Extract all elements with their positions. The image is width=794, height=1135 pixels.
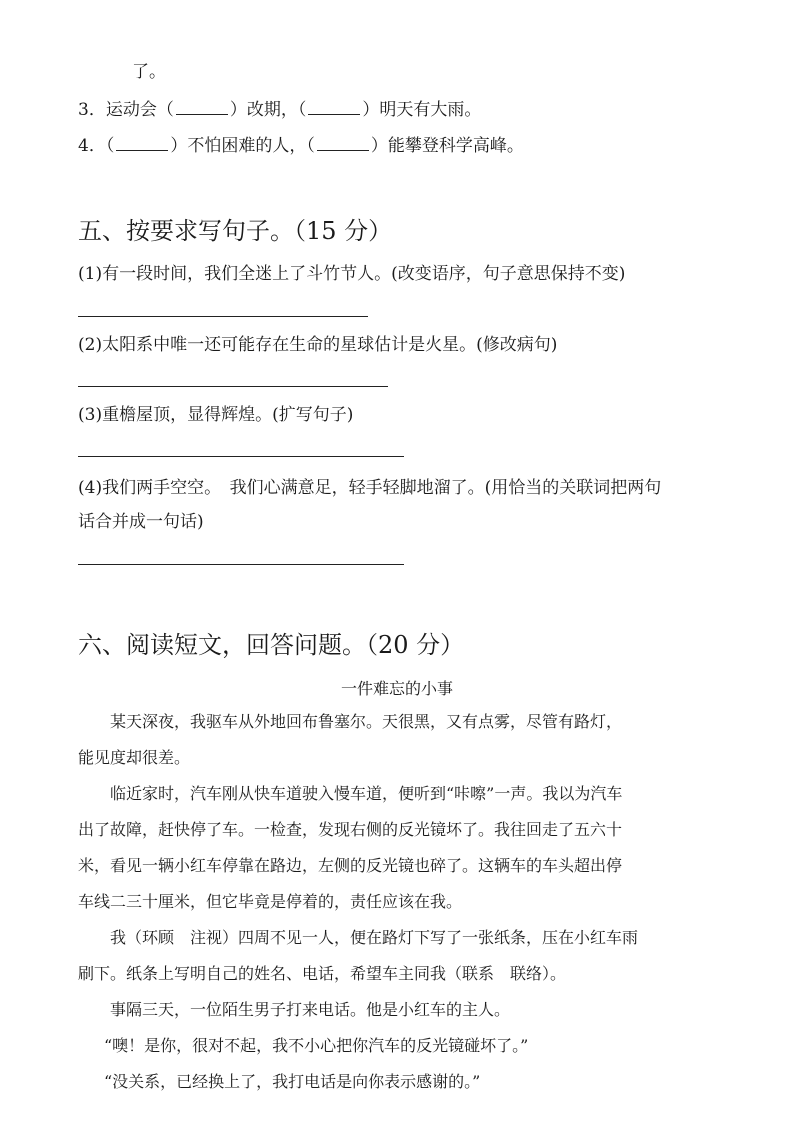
- answer-blank[interactable]: [176, 96, 228, 115]
- story-line: “没关系，已经换上了，我打电话是向你表示感谢的。”: [104, 1072, 481, 1091]
- section-5-heading: 五、按要求写句子。（15 分）: [78, 217, 393, 245]
- story-line: “噢！是你，很对不起，我不小心把你汽车的反光镜碰坏了。”: [104, 1036, 529, 1055]
- story-line: 刷下。纸条上写明自己的姓名、电话，希望车主同我（联系 联络）。: [78, 964, 567, 983]
- story-line: 某天深夜，我驱车从外地回布鲁塞尔。天很黑，又有点雾，尽管有路灯，: [110, 712, 623, 731]
- answer-blank[interactable]: [308, 96, 360, 115]
- section-6-heading: 六、阅读短文，回答问题。（20 分）: [78, 631, 465, 659]
- answer-blank[interactable]: [317, 132, 369, 151]
- fill-item-3: [78, 96, 481, 122]
- story-title: 一件难忘的小事: [340, 679, 453, 698]
- answer-line[interactable]: [78, 386, 388, 387]
- story-line: 车线二三十厘米，但它毕竟是停着的，责任应该在我。: [78, 892, 463, 911]
- continuation-text: 了。: [132, 62, 166, 82]
- item-text: ）不怕困难的人，（: [170, 136, 315, 156]
- story-line: 能见度却很差。: [78, 748, 191, 767]
- story-line: 我（环顾 注视）四周不见一人，便在路灯下写了一张纸条，压在小红车雨: [110, 928, 639, 947]
- item-text: ）明天有大雨。: [362, 100, 482, 120]
- answer-line[interactable]: [78, 564, 404, 565]
- story-line: 米，看见一辆小红车停靠在路边，左侧的反光镜也碎了。这辆车的车头超出停: [78, 856, 623, 875]
- story-line: 事隔三天，一位陌生男子打来电话。他是小红车的主人。: [110, 1000, 511, 1019]
- story-line: 临近家时，汽车刚从快车道驶入慢车道，便听到“咔嚓”一声。我以为汽车: [110, 784, 623, 803]
- item-number: 4．: [78, 136, 106, 156]
- answer-line[interactable]: [78, 456, 404, 457]
- item-text: ）改期，（: [229, 100, 307, 120]
- question-4-line-2: 话合并成一句话): [78, 512, 204, 532]
- item-text: （: [105, 136, 115, 156]
- item-text: 运动会（: [105, 100, 174, 120]
- question-3: (3)重檐屋顶，显得辉煌。(扩写句子): [78, 405, 354, 425]
- answer-blank[interactable]: [116, 132, 168, 151]
- item-text: ）能攀登科学高峰。: [370, 136, 524, 156]
- question-2: (2)太阳系中唯一还可能存在生命的星球估计是火星。(修改病句): [78, 335, 558, 355]
- question-4-line-1: (4)我们两手空空。 我们心满意足，轻手轻脚地溜了。(用恰当的关联词把两句: [78, 478, 662, 498]
- question-1: (1)有一段时间，我们全迷上了斗竹节人。(改变语序，句子意思保持不变): [78, 264, 626, 284]
- answer-line[interactable]: [78, 316, 368, 317]
- story-line: 出了故障，赶快停了车。一检查，发现右侧的反光镜坏了。我往回走了五六十: [78, 820, 623, 839]
- fill-item-4: [78, 132, 524, 158]
- item-number: 3．: [78, 100, 106, 120]
